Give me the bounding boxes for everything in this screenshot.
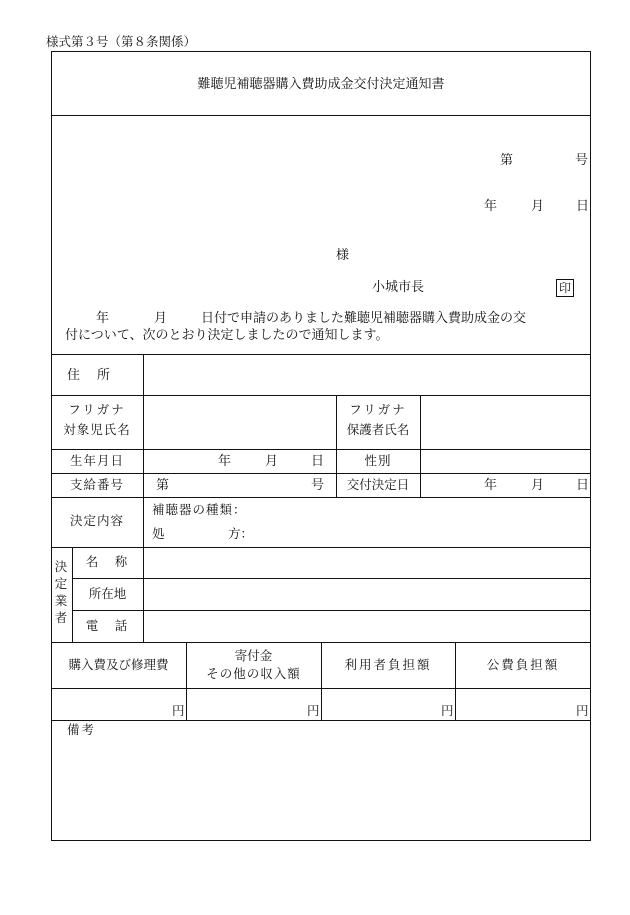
seal-mark: 印 — [556, 279, 574, 297]
hearing-aid-type-label: 補聴器の種類： — [152, 502, 247, 517]
body-line2: 付について、次のとおり決定しましたので通知します。 — [65, 328, 389, 343]
document-title: 難聴児補聴器購入費助成金交付決定通知書 — [197, 77, 445, 92]
payment-go: 号 — [311, 478, 325, 493]
address-label: 住 所 — [67, 368, 113, 383]
child-name-field[interactable] — [144, 396, 335, 448]
prescription-label-2: 方： — [228, 526, 254, 541]
decision-day: 日 — [576, 478, 590, 493]
vendor-group-char-4: 者 — [54, 610, 68, 625]
date-day: 日 — [576, 199, 590, 214]
cost-user-yen: 円 — [441, 703, 454, 718]
body-year: 年 — [96, 311, 110, 326]
number-go: 号 — [575, 153, 589, 168]
vendor-name-label: 名 称 — [85, 554, 130, 569]
birth-year: 年 — [218, 454, 232, 469]
gender-label: 性別 — [364, 453, 392, 468]
decision-month: 月 — [531, 478, 545, 493]
rule-cost-bottom — [51, 720, 591, 721]
vendor-phone-field[interactable] — [144, 611, 590, 641]
decision-content-label: 決定内容 — [69, 513, 124, 528]
birth-month: 月 — [265, 454, 279, 469]
body-month: 月 — [154, 311, 168, 326]
vendor-phone-label: 電 話 — [85, 618, 130, 633]
cost-donation-yen: 円 — [307, 703, 320, 718]
rule-table-top — [51, 354, 591, 355]
cost-purchase-yen: 円 — [172, 703, 185, 718]
address-field[interactable] — [144, 356, 590, 394]
date-year: 年 — [484, 199, 498, 214]
child-name-label: 対象児氏名 — [63, 422, 131, 437]
issuer-name: 小城市長 — [372, 280, 425, 295]
number-dai: 第 — [500, 153, 514, 168]
cost-public-yen: 円 — [576, 703, 589, 718]
birth-day: 日 — [311, 454, 325, 469]
guardian-furigana-label: フリガナ — [349, 402, 407, 417]
form-number: 様式第３号（第８条関係） — [46, 34, 197, 49]
rule-birth-bottom — [51, 473, 591, 474]
vendor-group-char-3: 業 — [54, 593, 68, 608]
payment-number-label: 支給番号 — [69, 477, 124, 492]
payment-dai: 第 — [156, 478, 170, 493]
rule-payment-bottom — [51, 497, 591, 498]
prescription-label: 処 — [152, 526, 165, 541]
vendor-name-field[interactable] — [144, 548, 590, 577]
vendor-group-char-2: 定 — [54, 576, 68, 591]
title-divider — [51, 115, 591, 116]
cost-donation-field[interactable] — [187, 689, 320, 719]
remarks-field[interactable] — [52, 740, 590, 840]
child-furigana-label: フリガナ — [68, 402, 126, 417]
cost-user-field[interactable] — [322, 689, 454, 719]
cost-public-field[interactable] — [456, 689, 590, 719]
body-line1: 日付で申請のありました難聴児補聴器購入費助成金の交 — [201, 311, 527, 326]
gender-field[interactable] — [421, 450, 590, 472]
vendor-location-field[interactable] — [144, 579, 590, 609]
cost-purchase-label: 購入費及び修理費 — [68, 657, 169, 672]
decision-year: 年 — [484, 478, 498, 493]
decision-date-label: 交付決定日 — [346, 477, 410, 492]
cost-public-label: 公費負担額 — [486, 657, 560, 672]
cost-donation-label-1: 寄付金 — [234, 648, 273, 663]
date-month: 月 — [531, 199, 545, 214]
birthdate-label: 生年月日 — [69, 453, 124, 468]
vendor-group-char-1: 決 — [54, 559, 68, 574]
guardian-name-field[interactable] — [421, 396, 590, 448]
vendor-location-label: 所在地 — [88, 586, 127, 601]
remarks-label: 備考 — [67, 722, 97, 737]
guardian-name-label: 保護者氏名 — [346, 422, 410, 437]
cost-purchase-field[interactable] — [52, 689, 185, 719]
cost-donation-label-2: その他の収入額 — [206, 666, 301, 681]
addressee-sama: 様 — [336, 248, 350, 263]
cost-user-label: 利用者負担額 — [344, 657, 432, 672]
